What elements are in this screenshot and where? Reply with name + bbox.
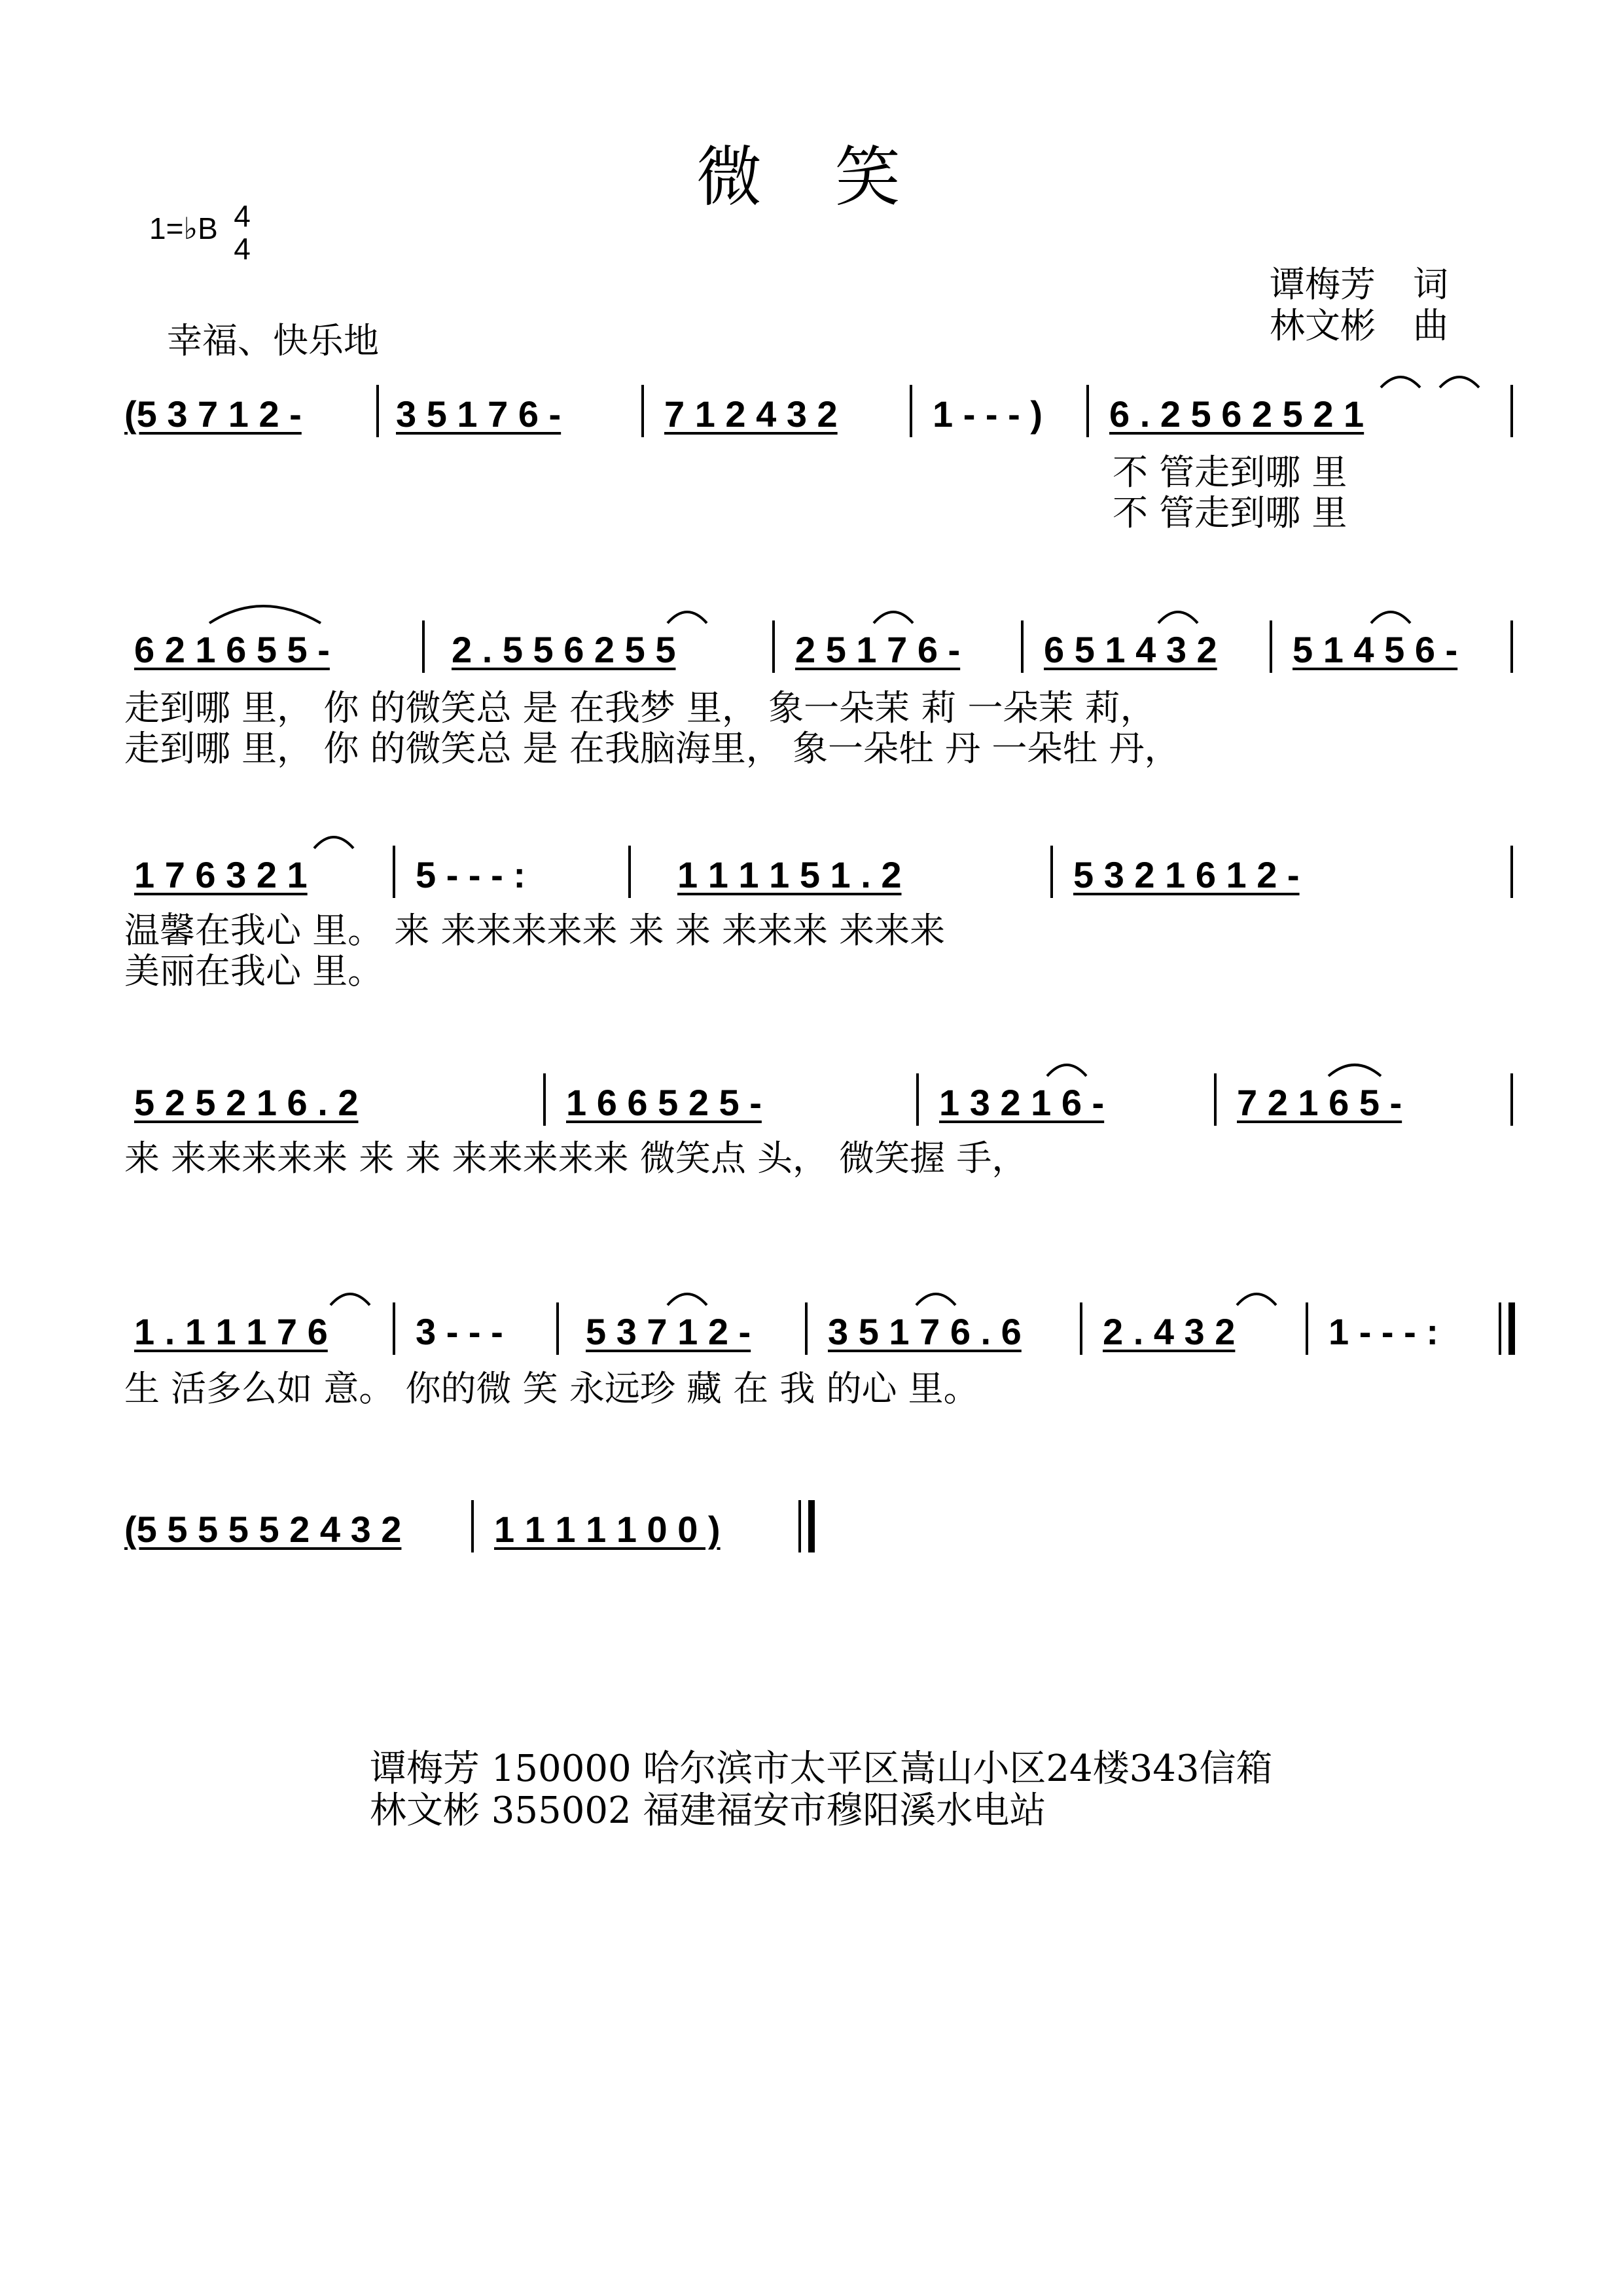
composer-role: 曲 <box>1413 305 1449 346</box>
lyricist-name: 谭梅芳 <box>1270 264 1376 305</box>
slur <box>874 612 913 623</box>
measure: (5 5 5 5 5 2 4 3 2 <box>124 1509 402 1550</box>
lyric-line-1a: 不 管走到哪 里 <box>1113 452 1347 493</box>
slur <box>1371 612 1410 623</box>
measure: 2 . 4 3 2 <box>1103 1311 1236 1352</box>
lyric-line-3a: 温馨在我心 里。 来 来来来来来 来 来 来来来 来来来 <box>124 910 946 951</box>
address-line-2: 林文彬 355002 福建福安市穆阳溪水电站 <box>370 1789 1046 1832</box>
measure: 2 5 1 7 6 - <box>795 629 961 670</box>
time-signature-top: 4 <box>234 199 251 233</box>
measure: 7 2 1 6 5 - <box>1237 1082 1402 1123</box>
slur <box>1381 377 1420 387</box>
measure: 5 2 5 2 1 6 . 2 <box>134 1082 359 1123</box>
measure: 3 5 1 7 6 - <box>396 393 562 435</box>
slur <box>330 1294 370 1305</box>
lyric-line-4: 来 来来来来来 来 来 来来来来来 微笑点 头， 微笑握 手， <box>124 1138 1027 1179</box>
measure: 6 5 1 4 3 2 <box>1044 629 1217 670</box>
lyricist-role: 词 <box>1413 264 1449 305</box>
slur <box>1047 1065 1086 1076</box>
measure: 5 - - - : <box>416 854 526 895</box>
slur <box>916 1294 955 1305</box>
measure: 1 . 1 1 1 7 6 <box>134 1311 328 1352</box>
measure: 6 2 1 6 5 5 - <box>134 629 330 670</box>
measure: 5 1 4 5 6 - <box>1293 629 1458 670</box>
measure: 6 . 2 5 6 2 5 2 1 <box>1109 393 1364 435</box>
slur <box>668 1294 707 1305</box>
measure: 1 - - - ) <box>933 393 1043 435</box>
measure: 7 1 2 4 3 2 <box>664 393 838 435</box>
tempo-marking: 幸福、快乐地 <box>167 321 379 361</box>
measure: 1 - - - : <box>1329 1311 1438 1352</box>
lyric-line-1b: 不 管走到哪 里 <box>1113 492 1347 533</box>
address-line-1: 谭梅芳 150000 哈尔滨市太平区嵩山小区24楼343信箱 <box>370 1748 1273 1790</box>
measure: 3 - - - <box>416 1311 503 1352</box>
composer-name: 林文彬 <box>1270 305 1376 346</box>
measure: 1 7 6 3 2 1 <box>134 854 308 895</box>
measure: 5 3 7 1 2 - <box>586 1311 751 1352</box>
measure: 1 3 2 1 6 - <box>939 1082 1105 1123</box>
measure: 5 3 2 1 6 1 2 - <box>1073 854 1300 895</box>
measure: 3 5 1 7 6 . 6 <box>828 1311 1022 1352</box>
slur <box>1237 1294 1276 1305</box>
slur <box>209 606 321 623</box>
slur <box>1329 1065 1381 1076</box>
score-title: 微 笑 <box>696 139 927 215</box>
lyric-line-5: 生 活多么如 意。 你的微 笑 永远珍 藏 在 我 的心 里。 <box>124 1368 979 1409</box>
measure: (5 3 7 1 2 - <box>124 393 302 435</box>
key-signature: 1=♭B <box>149 211 218 245</box>
slur <box>668 612 707 623</box>
measure: 1 1 1 1 5 1 . 2 <box>677 854 902 895</box>
slur <box>1440 377 1479 387</box>
lyric-line-2a: 走到哪 里， 你 的微笑总 是 在我梦 里， 象一朵茉 莉 一朵茉 莉， <box>124 687 1156 728</box>
lyric-line-2b: 走到哪 里， 你 的微笑总 是 在我脑海里， 象一朵牡 丹 一朵牡 丹， <box>124 728 1180 769</box>
time-signature-bottom: 4 <box>234 232 251 266</box>
measure: 2 . 5 5 6 2 5 5 <box>452 629 676 670</box>
lyric-line-3b: 美丽在我心 里。 <box>124 950 383 992</box>
measure: 1 1 1 1 1 0 0 ) <box>494 1509 721 1550</box>
measure: 1 6 6 5 2 5 - <box>566 1082 762 1123</box>
slur <box>1158 612 1198 623</box>
slur <box>314 837 353 848</box>
